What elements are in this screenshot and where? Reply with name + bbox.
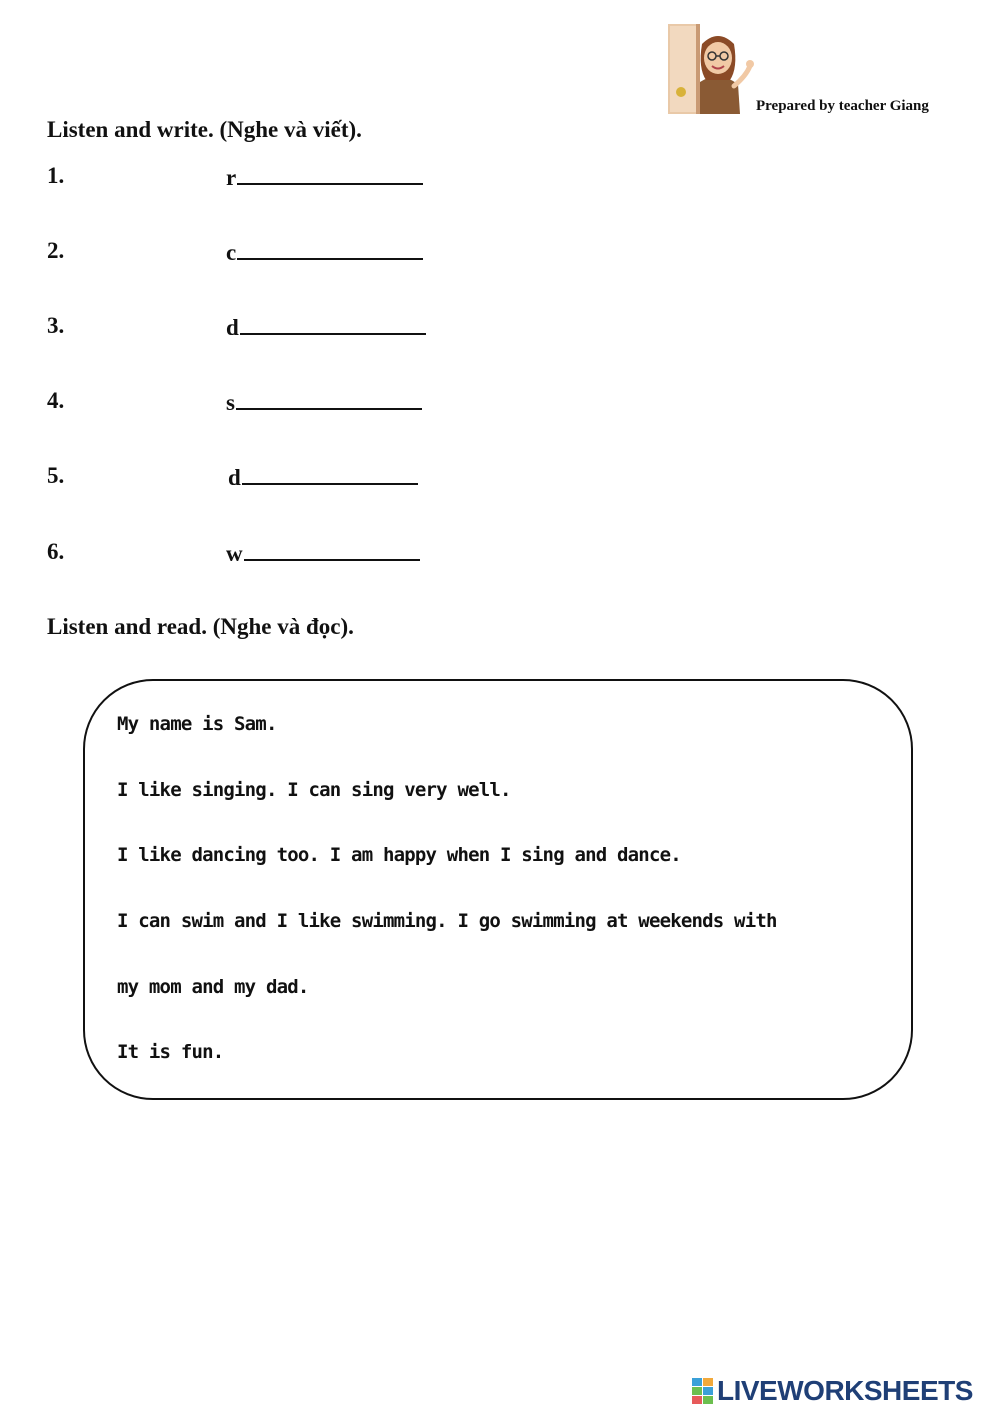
answer-row — [47, 463, 547, 493]
answer-blank[interactable] — [226, 313, 426, 341]
passage-line: I can swim and I like swimming. I go swimming at weekends with — [117, 910, 777, 932]
liveworksheets-brand: LIVEWORKSHEETS — [717, 1375, 973, 1406]
reading-passage-box — [83, 679, 913, 1100]
item-number: 2. — [47, 238, 65, 263]
item-number: 3. — [47, 313, 65, 338]
answer-underline — [244, 539, 420, 561]
answer-row — [47, 539, 547, 569]
answer-blank[interactable] — [226, 238, 423, 266]
answer-underline — [242, 463, 418, 485]
answer-underline — [237, 238, 423, 260]
answer-blank[interactable] — [226, 163, 423, 191]
answer-underline — [237, 163, 423, 185]
hint-letter: c — [226, 240, 237, 265]
answer-row — [47, 238, 547, 268]
liveworksheets-logo[interactable] — [692, 1374, 973, 1408]
liveworksheets-logo-icon — [692, 1378, 714, 1404]
passage-line: I like dancing too. I am happy when I sing and dance. — [117, 844, 681, 866]
teacher-avatar-icon — [668, 24, 754, 114]
answer-row — [47, 163, 547, 193]
answer-blank[interactable] — [226, 539, 420, 567]
answer-underline — [236, 388, 422, 410]
hint-letter: r — [226, 165, 237, 190]
answer-underline — [240, 313, 426, 335]
hint-letter: d — [228, 465, 241, 490]
hint-letter: d — [226, 315, 239, 340]
teacher-credit: Prepared by teacher Giang — [756, 98, 929, 114]
passage-line: It is fun. — [117, 1041, 224, 1063]
item-number: 6. — [47, 539, 65, 564]
section-title-listen-read: Listen and read. (Nghe và đọc). — [47, 614, 354, 639]
passage-line: my mom and my dad. — [117, 976, 309, 998]
answer-row — [47, 313, 547, 343]
passage-line: I like singing. I can sing very well. — [117, 779, 511, 801]
answer-blank[interactable] — [226, 388, 422, 416]
section-title-listen-write: Listen and write. (Nghe và viết). — [47, 117, 362, 142]
answer-blank[interactable] — [228, 463, 418, 491]
passage-line: My name is Sam. — [117, 713, 277, 735]
hint-letter: s — [226, 390, 235, 415]
hint-letter: w — [226, 541, 243, 566]
item-number: 1. — [47, 163, 65, 188]
item-number: 4. — [47, 388, 65, 413]
item-number: 5. — [47, 463, 65, 488]
answer-row — [47, 388, 547, 418]
